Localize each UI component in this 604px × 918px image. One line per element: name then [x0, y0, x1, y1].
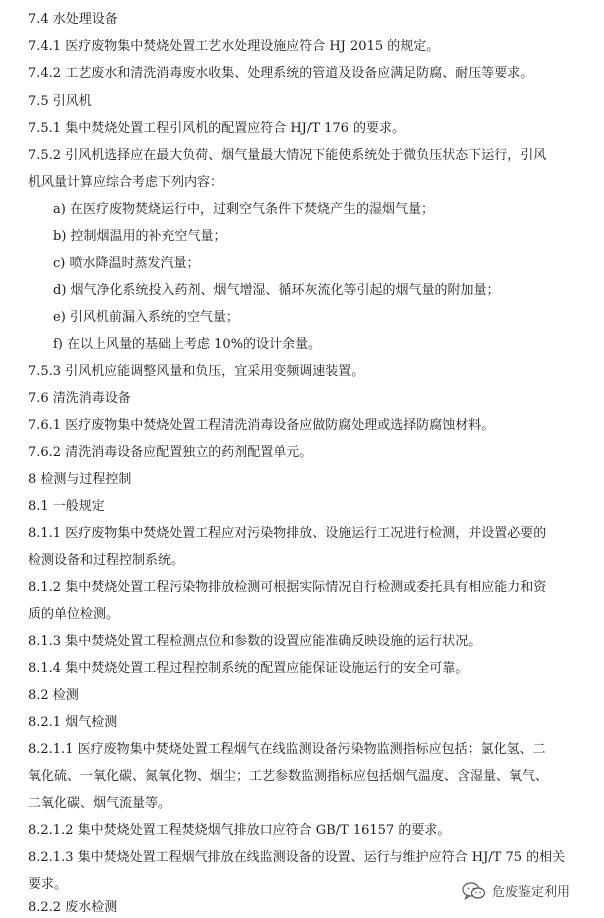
paragraph-line: 检测设备和过程控制系统。: [28, 553, 185, 568]
list-item: a) 在医疗废物焚烧运行中，过剩空气条件下焚烧产生的湿烟气量；: [53, 202, 434, 217]
section-heading: 8.2 检测: [28, 688, 79, 703]
paragraph-line: 8.2.1.3 集中焚烧处置工程烟气排放在线监测设备的设置、运行与维护应符合 HJ/T 75 的相关: [28, 850, 566, 865]
paragraph-line: 要求。: [28, 877, 68, 892]
paragraph-line: 7.6.2 清洗消毒设备应配置独立的药剂配置单元。: [28, 445, 313, 460]
paragraph-line: 7.5.3 引风机应能调整风量和负压，宜采用变频调速装置。: [28, 364, 365, 379]
section-heading: 8.2.2 废水检测: [28, 900, 118, 915]
paragraph-line: 8.1.2 集中焚烧处置工程污染物排放检测可根据实际情况自行检测或委托具有相应能力和资: [28, 580, 547, 595]
section-heading: 7.4 水处理设备: [28, 12, 118, 27]
paragraph-line: 7.4.1 医疗废物集中焚烧处置工艺水处理设施应符合 HJ 2015 的规定。: [28, 39, 440, 54]
section-heading: 7.5 引风机: [28, 94, 92, 109]
wechat-icon: [462, 882, 486, 900]
paragraph-line: 氧化硫、一氧化碳、氮氧化物、烟尘；工艺参数监测指标应包括烟气温度、含湿量、氧气、: [28, 769, 549, 784]
list-item: d) 烟气净化系统投入药剂、烟气增湿、循环灰流化等引起的烟气量的附加量；: [53, 283, 500, 298]
paragraph-line: 质的单位检测。: [28, 607, 120, 622]
list-item: c) 喷水降温时蒸发汽量；: [53, 256, 200, 271]
paragraph-line: 7.4.2 工艺废水和清洗消毒废水收集、处理系统的管道及设备应满足防腐、耐压等要求。: [28, 66, 534, 81]
paragraph-line: 8.1.1 医疗废物集中焚烧处置工程应对污染物排放、设施运行工况进行检测，并设置必要的: [28, 526, 547, 541]
paragraph-line: 8.1.3 集中焚烧处置工程检测点位和参数的设置应能准确反映设施的运行状况。: [28, 634, 482, 649]
section-heading: 8.2.1 烟气检测: [28, 715, 118, 730]
list-item: e) 引风机前漏入系统的空气量；: [53, 310, 239, 325]
list-item: b) 控制烟温用的补充空气量；: [53, 229, 227, 244]
paragraph-line: 7.5.1 集中焚烧处置工程引风机的配置应符合 HJ/T 176 的要求。: [28, 121, 406, 136]
paragraph-line: 8.2.1.2 集中焚烧处置工程焚烧烟气排放口应符合 GB/T 16157 的要求。: [28, 823, 451, 838]
paragraph-line: 7.5.2 引风机选择应在最大负荷、烟气量最大情况下能使系统处于微负压状态下运行，引风: [28, 148, 547, 163]
section-heading: 8.1 一般规定: [28, 499, 105, 514]
paragraph-line: 二氧化碳、烟气流量等。: [28, 796, 172, 811]
chapter-heading: 8 检测与过程控制: [28, 472, 132, 487]
watermark-text: 危废鉴定利用: [492, 885, 571, 900]
paragraph-line: 机风量计算应综合考虑下列内容：: [28, 175, 224, 190]
account-watermark: [462, 881, 570, 900]
section-heading: 7.6 清洗消毒设备: [28, 391, 131, 406]
list-item: f) 在以上风量的基础上考虑 10%的设计余量。: [53, 337, 322, 352]
paragraph-line: 8.2.1.1 医疗废物集中焚烧处置工程烟气在线监测设备污染物监测指标应包括：氯化氢、二: [28, 742, 546, 757]
paragraph-line: 8.1.4 集中焚烧处置工程过程控制系统的配置应能保证设施运行的安全可靠。: [28, 661, 469, 676]
paragraph-line: 7.6.1 医疗废物集中焚烧处置工程清洗消毒设备应做防腐处理或选择防腐蚀材料。: [28, 418, 495, 433]
